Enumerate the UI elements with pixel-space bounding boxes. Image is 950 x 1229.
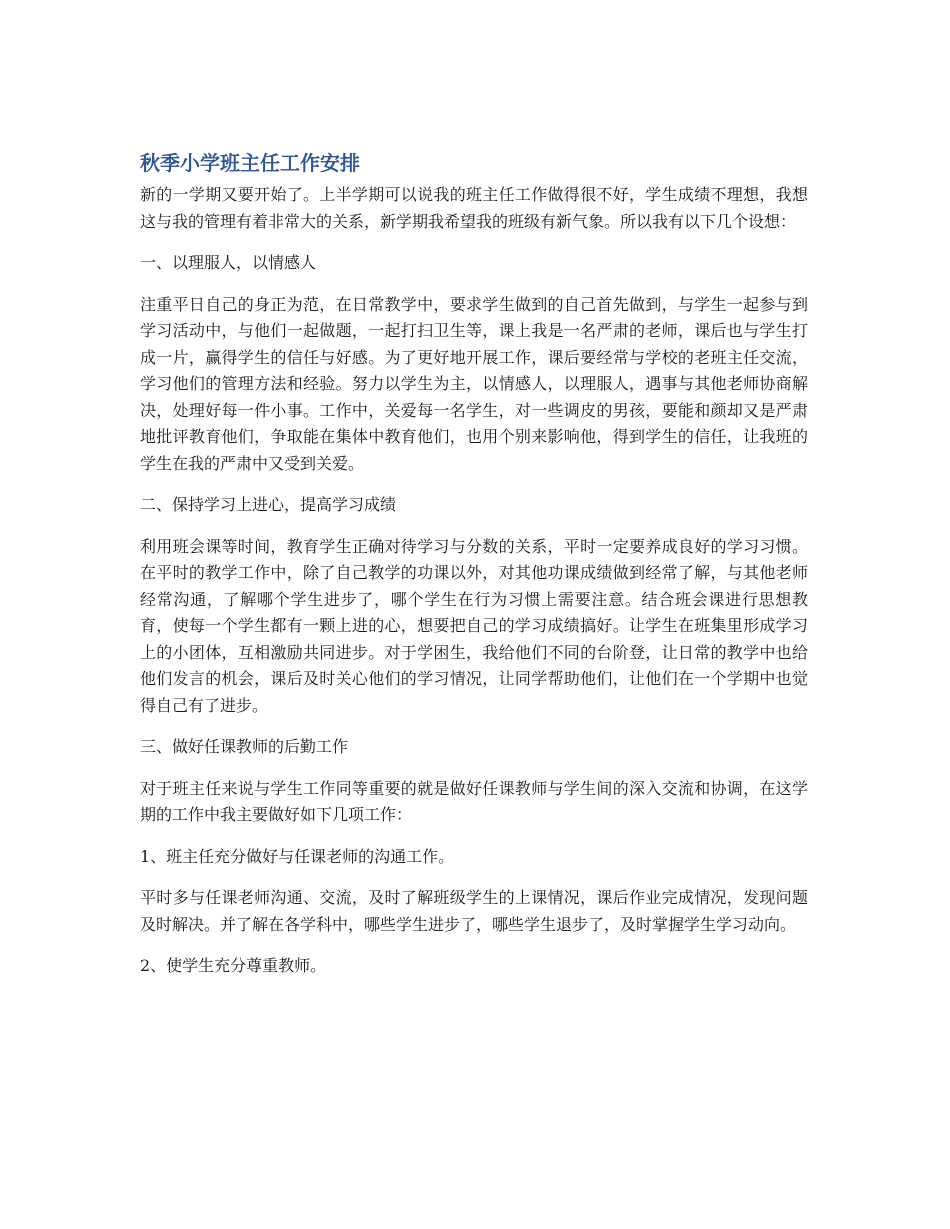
- section-heading-2: 二、保持学习上进心，提高学习成绩: [140, 495, 397, 514]
- section-2-paragraph: 利用班会课等时间，教育学生正确对待学习与分数的关系，平时一定要养成良好的学习习惯。在平时的教学工作中，除了自己教学的功课以外，对其他功课成绩做到经常了解，与其他老师经常沟通，了解哪个学生进步了，哪个学生在行为习惯上需要注意。结合班会课进行思想教育，使每一个学生都有一颗上进的心，想要把自己的学习成绩搞好。让学生在班集里形成学习上的小团体，互相激励共同进步。对于学困生，我给他们不同的台阶登，让日常的教学中也给他们发言的机会，课后及时关心他们的学习情况，让同学帮助他们，让他们在一个学期中也觉得自己有了进步。: [140, 536, 808, 715]
- section-1-paragraph: 注重平日自己的身正为范，在日常教学中，要求学生做到的自己首先做到，与学生一起参与到学习活动中，与他们一起做题，一起打扫卫生等，课上我是一名严肃的老师，课后也与学生打成一片，赢得学生的信任与好感。为了更好地开展工作，课后要经常与学校的老班主任交流，学习他们的管理方法和经验。努力以学生为主，以情感人，以理服人，遇事与其他老师协商解决，处理好每一件小事。工作中，关爱每一名学生，对一些调皮的男孩，要能和颜却又是严肃地批评教育他们，争取能在集体中教育他们，也用个别来影响他，得到学生的信任，让我班的学生在我的严肃中又受到关爱。: [140, 294, 808, 473]
- subsection-1-paragraph: 平时多与任课老师沟通、交流，及时了解班级学生的上课情况，课后作业完成情况，发现问题及时解决。并了解在各学科中，哪些学生进步了，哪些学生退步了，及时掌握学生学习动向。: [140, 888, 808, 934]
- intro-paragraph: 新的一学期又要开始了。上半学期可以说我的班主任工作做得很不好，学生成绩不理想，我想这与我的管理有着非常大的关系，新学期我希望我的班级有新气象。所以我有以下几个设想：: [140, 185, 808, 231]
- section-heading-1: 一、以理服人，以情感人: [140, 253, 317, 272]
- document-page: [140, 148, 808, 995]
- section-heading-3: 三、做好任课教师的后勤工作: [140, 737, 349, 756]
- subsection-heading-2: 2、使学生充分尊重教师。: [140, 956, 327, 975]
- document-title: 秋季小学班主任工作安排: [140, 151, 360, 175]
- section-3-paragraph: 对于班主任来说与学生工作同等重要的就是做好任课教师与学生间的深入交流和协调，在这学期的工作中我主要做好如下几项工作：: [140, 778, 808, 824]
- subsection-heading-1: 1、班主任充分做好与任课老师的沟通工作。: [140, 846, 455, 866]
